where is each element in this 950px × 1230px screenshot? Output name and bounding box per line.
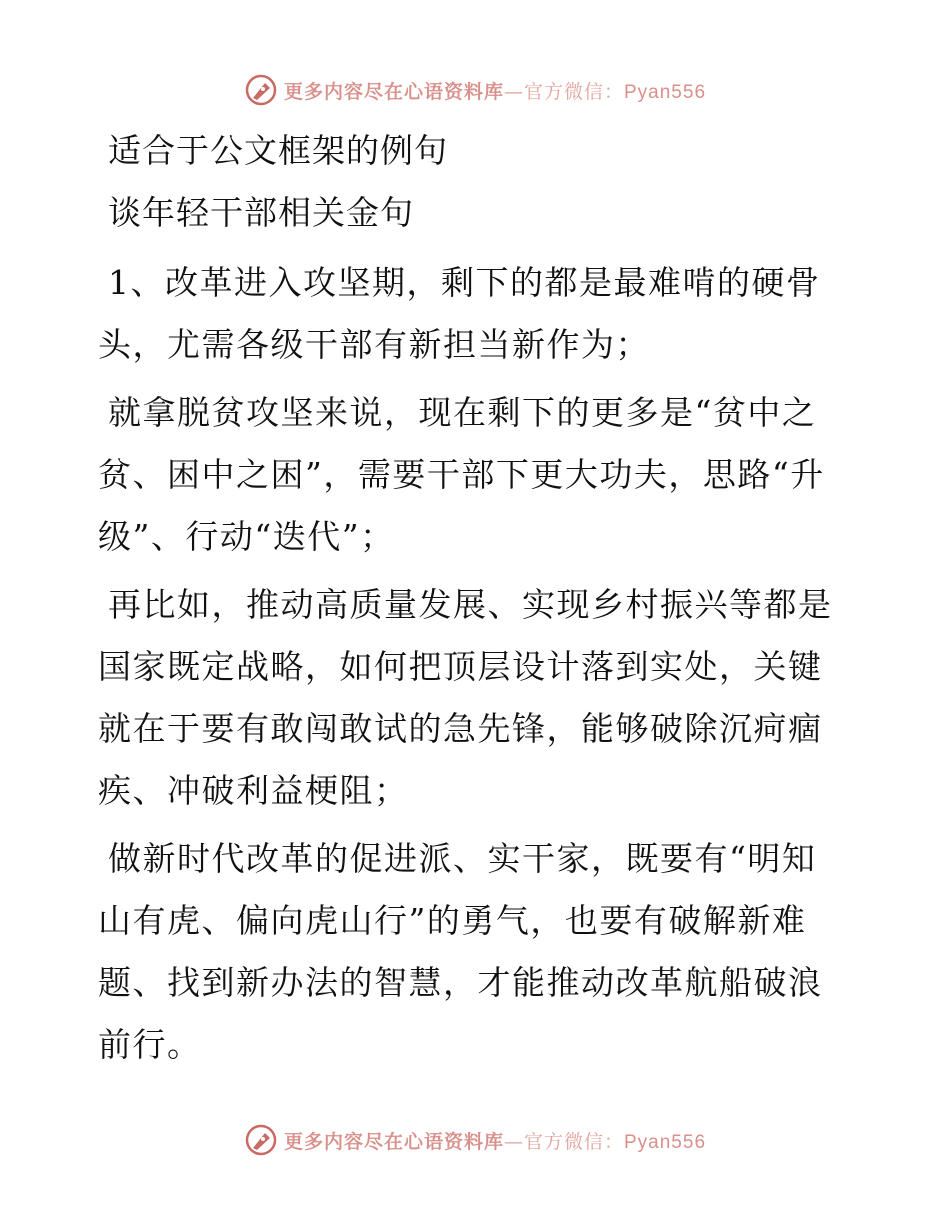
watermark-text: 更多内容尽在心语资料库—官方微信：Pyan556 — [283, 80, 707, 103]
paragraph: 就拿脱贫攻坚来说，现在剩下的更多是“贫中之贫、困中之困”，需要干部下更大功夫，思路“升级”、行动“迭代”； — [98, 393, 825, 556]
pen-nib-logo-icon — [244, 73, 278, 107]
pen-nib-logo-icon — [244, 1123, 278, 1157]
document-title: 适合于公文框架的例句 — [108, 131, 448, 170]
document-body — [98, 120, 850, 1082]
header-watermark-banner — [0, 68, 950, 112]
paragraph: 1、改革进入攻坚期，剩下的都是最难啃的硬骨头，尤需各级干部有新担当新作为； — [98, 263, 821, 364]
watermark-text: 更多内容尽在心语资料库—官方微信：Pyan556 — [283, 1130, 707, 1153]
paragraph: 做新时代改革的促进派、实干家，既要有“明知山有虎、偏向虎山行”的勇气，也要有破解新难题、找到新办法的智慧，才能推动改革航船破浪前行。 — [98, 839, 823, 1064]
document-subtitle: 谈年轻干部相关金句 — [108, 193, 414, 232]
footer-watermark-banner — [0, 1118, 950, 1162]
paragraph: 再比如，推动高质量发展、实现乡村振兴等都是国家既定战略，如何把顶层设计落到实处，关键就在于要有敢闯敢试的急先锋，能够破除沉疴痼疾、冲破利益梗阻； — [98, 585, 833, 810]
